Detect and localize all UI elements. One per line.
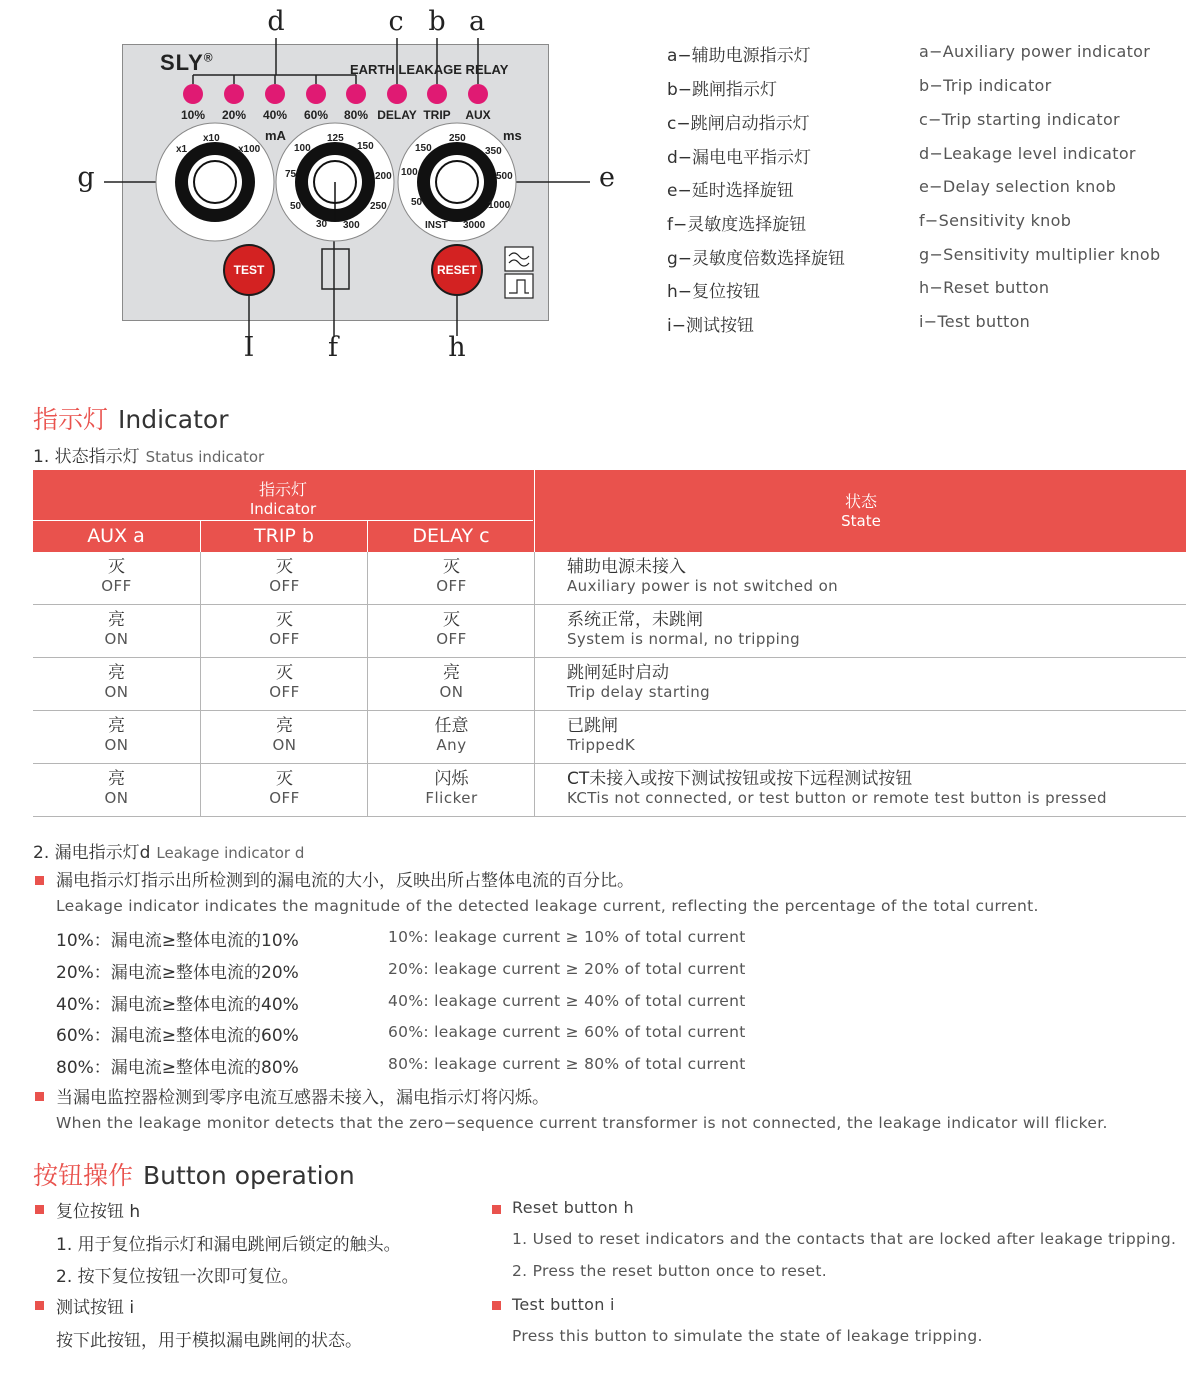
knob-f-scale-30: 30 xyxy=(316,219,328,230)
cell-trip-en: OFF xyxy=(269,683,300,701)
cell-delay-cn: 亮 xyxy=(443,663,460,683)
legend-cn-i: i−测试按钮 xyxy=(667,316,754,336)
header-state-cn: 状态 xyxy=(844,492,877,511)
led-80 xyxy=(346,84,366,104)
legend-cn-h: h−复位按钮 xyxy=(667,282,761,302)
header-col-aux: AUX a xyxy=(87,525,145,547)
device-diagram xyxy=(0,0,640,380)
led-label-10: 10% xyxy=(180,108,206,122)
legend-cn-g: g−灵敏度倍数选择旋钮 xyxy=(667,249,846,269)
level-cn: 20%：漏电流≥整体电流的20% xyxy=(56,963,299,983)
pointer-d: d xyxy=(267,6,285,37)
legend-cn-b: b−跳闸指示灯 xyxy=(667,80,778,100)
cell-state-cn: CT未接入或按下测试按钮或按下远程测试按钮 xyxy=(567,769,913,789)
led-label-aux: AUX xyxy=(465,108,491,122)
knob-e-scale-50: 50 xyxy=(411,197,423,208)
cell-trip-cn: 亮 xyxy=(276,716,293,736)
reset-button: RESET xyxy=(431,244,483,296)
cell-delay-cn: 灭 xyxy=(443,610,460,630)
cell-trip-cn: 灭 xyxy=(276,610,293,630)
button-title-cn: 按钮操作 xyxy=(33,1161,134,1190)
knob-f-scale-300: 300 xyxy=(343,220,360,231)
test-button: TEST xyxy=(223,244,275,296)
legend-en-c: c−Trip starting indicator xyxy=(919,110,1120,129)
cell-aux-en: ON xyxy=(104,789,129,807)
cell-aux-en: OFF xyxy=(101,577,132,595)
cell-trip-en: ON xyxy=(272,736,297,754)
level-cn: 10%：漏电流≥整体电流的10% xyxy=(56,931,299,951)
legend-cn-a: a−辅助电源指示灯 xyxy=(667,46,811,66)
bullet-icon xyxy=(492,1205,501,1214)
legend-en-b: b−Trip indicator xyxy=(919,76,1052,95)
header-indicator-cn: 指示灯 xyxy=(258,480,307,499)
knob-f-scale-75: 75 xyxy=(285,169,297,180)
cell-delay-cn: 任意 xyxy=(434,716,469,736)
cell-aux-en: ON xyxy=(104,683,129,701)
cell-aux-en: ON xyxy=(104,630,129,648)
knob-f-scale-200: 200 xyxy=(375,171,392,182)
led-label-40: 40% xyxy=(262,108,288,122)
leakage-subtitle-en: Leakage indicator d xyxy=(156,844,305,862)
led-label-20: 20% xyxy=(221,108,247,122)
knob-e-scale-100: 100 xyxy=(401,167,418,178)
bullet-icon xyxy=(492,1301,501,1310)
knob-e-scale-500: 500 xyxy=(496,171,513,182)
pointer-e: e xyxy=(599,162,615,193)
indicator-title-cn: 指示灯 xyxy=(33,405,109,434)
reset-line-cn: 2. 按下复位按钮一次即可复位。 xyxy=(56,1267,299,1287)
level-en: 60%: leakage current ≥ 60% of total current xyxy=(388,1023,746,1041)
led-40 xyxy=(265,84,285,104)
header-col-trip: TRIP b xyxy=(200,521,367,552)
header-state xyxy=(534,470,1187,552)
knob-f-scale-150: 150 xyxy=(357,141,374,152)
status-subtitle-en: Status indicator xyxy=(145,448,265,466)
reset-line-cn: 1. 用于复位指示灯和漏电跳闸后锁定的触头。 xyxy=(56,1235,401,1255)
cell-state-cn: 已跳闸 xyxy=(567,716,618,736)
leakage-subtitle xyxy=(33,838,304,863)
led-label-80: 80% xyxy=(343,108,369,122)
legend-cn-f: f−灵敏度选择旋钮 xyxy=(667,215,807,235)
cell-state-en: Auxiliary power is not switched on xyxy=(567,577,839,595)
cell-state-cn: 系统正常，未跳闸 xyxy=(567,610,703,630)
status-table xyxy=(33,470,1186,817)
cell-aux-cn: 灭 xyxy=(108,557,125,577)
flicker-desc-en: When the leakage monitor detects that the zero−sequence current transformer is not connected, the leakage indicator will flicker. xyxy=(56,1114,1108,1132)
reset-line-en: 2. Press the reset button once to reset. xyxy=(512,1262,827,1280)
cell-trip-en: OFF xyxy=(269,577,300,595)
header-state-en: State xyxy=(841,512,881,530)
cell-trip-en: OFF xyxy=(269,630,300,648)
led-20 xyxy=(224,84,244,104)
cell-state-en: KCTis not connected, or test button or remote test button is pressed xyxy=(567,789,1107,807)
led-10 xyxy=(183,84,203,104)
level-en: 20%: leakage current ≥ 20% of total current xyxy=(388,960,746,978)
legend-cn-d: d−漏电电平指示灯 xyxy=(667,148,812,168)
knob-g-scale-x1: x1 xyxy=(176,144,188,155)
knob-e-scale-150: 150 xyxy=(415,143,432,154)
button-title-en: Button operation xyxy=(143,1161,355,1190)
legend-en-g: g−Sensitivity multiplier knob xyxy=(919,245,1161,264)
legend-en-i: i−Test button xyxy=(919,312,1031,331)
pointer-g: g xyxy=(77,162,95,193)
header-indicator xyxy=(33,470,533,521)
cell-aux-cn: 亮 xyxy=(108,610,125,630)
knob-f-scale-100: 100 xyxy=(294,143,311,154)
led-label-delay: DELAY xyxy=(377,108,417,122)
cell-delay-cn: 灭 xyxy=(443,557,460,577)
pointer-f: f xyxy=(328,332,338,363)
reset-heading-cn: 复位按钮 h xyxy=(56,1202,141,1222)
table-row xyxy=(33,764,1186,817)
cell-aux-en: ON xyxy=(104,736,129,754)
level-cn: 80%：漏电流≥整体电流的80% xyxy=(56,1058,299,1078)
knob-e-scale-3000: 3000 xyxy=(463,220,486,231)
registered-mark: ® xyxy=(203,50,214,65)
cell-aux-cn: 亮 xyxy=(108,769,125,789)
knob-f-scale-250: 250 xyxy=(370,201,387,212)
status-subtitle xyxy=(33,442,264,467)
cell-trip-en: OFF xyxy=(269,789,300,807)
cell-aux-cn: 亮 xyxy=(108,716,125,736)
table-row xyxy=(33,658,1186,711)
legend-en-h: h−Reset button xyxy=(919,278,1050,297)
legend-cn-c: c−跳闸启动指示灯 xyxy=(667,114,810,134)
pointer-h: h xyxy=(448,332,466,363)
table-row xyxy=(33,711,1186,764)
table-header xyxy=(33,470,1186,552)
legend-en-d: d−Leakage level indicator xyxy=(919,144,1136,163)
cell-delay-en: ON xyxy=(439,683,464,701)
indicator-title-en: Indicator xyxy=(118,405,229,434)
led-label-trip: TRIP xyxy=(423,108,451,122)
pointer-i: I xyxy=(243,332,255,363)
cell-trip-cn: 灭 xyxy=(276,769,293,789)
knob-g-scale-x10: x10 xyxy=(203,133,220,144)
legend-en-e: e−Delay selection knob xyxy=(919,177,1117,196)
level-en: 40%: leakage current ≥ 40% of total current xyxy=(388,992,746,1010)
leakage-subtitle-cn: 2. 漏电指示灯d xyxy=(33,843,151,863)
flicker-desc-cn: 当漏电监控器检测到零序电流互感器未接入，漏电指示灯将闪烁。 xyxy=(56,1088,549,1108)
leakage-desc-cn: 漏电指示灯指示出所检测到的漏电流的大小，反映出所占整体电流的百分比。 xyxy=(56,871,634,891)
level-cn: 60%：漏电流≥整体电流的60% xyxy=(56,1026,299,1046)
knob-e-scale-350: 350 xyxy=(485,146,502,157)
cell-state-en: TrippedK xyxy=(567,736,636,754)
level-cn: 40%：漏电流≥整体电流的40% xyxy=(56,995,299,1015)
cell-delay-en: Flicker xyxy=(425,789,478,807)
status-subtitle-cn: 1. 状态指示灯 xyxy=(33,447,140,467)
legend-cn-e: e−延时选择旋钮 xyxy=(667,181,794,201)
button-section-title xyxy=(33,1156,355,1192)
led-60 xyxy=(306,84,326,104)
bullet-icon xyxy=(35,876,44,885)
header-indicator-en: Indicator xyxy=(249,500,317,518)
led-aux xyxy=(468,84,488,104)
cell-aux-cn: 亮 xyxy=(108,663,125,683)
pointer-a: a xyxy=(468,6,486,37)
header-col-delay: DELAY c xyxy=(367,521,534,552)
reset-line-en: 1. Used to reset indicators and the contacts that are locked after leakage tripping. xyxy=(512,1230,1177,1248)
cell-state-en: Trip delay starting xyxy=(567,683,711,701)
knob-f-scale-50: 50 xyxy=(290,201,302,212)
cell-state-en: System is normal, no tripping xyxy=(567,630,801,648)
legend-en-f: f−Sensitivity knob xyxy=(919,211,1072,230)
bullet-icon xyxy=(35,1301,44,1310)
knob-e-scale-inst: INST xyxy=(425,220,448,231)
test-line-en: Press this button to simulate the state of leakage tripping. xyxy=(512,1327,983,1345)
cell-delay-en: Any xyxy=(436,736,467,754)
cell-state-cn: 辅助电源未接入 xyxy=(567,557,686,577)
knob-e-scale-1000: 1000 xyxy=(488,200,511,211)
diagram-linework xyxy=(0,0,640,380)
cell-delay-cn: 闪烁 xyxy=(434,769,469,789)
relay-title: EARTH LEAKAGE RELAY xyxy=(350,62,509,77)
cell-state-cn: 跳闸延时启动 xyxy=(567,663,669,683)
bullet-icon xyxy=(35,1205,44,1214)
cell-trip-cn: 灭 xyxy=(276,663,293,683)
cell-trip-cn: 灭 xyxy=(276,557,293,577)
level-en: 80%: leakage current ≥ 80% of total current xyxy=(388,1055,746,1073)
reset-heading-en: Reset button h xyxy=(512,1198,634,1217)
pointer-b: b xyxy=(428,6,446,37)
bullet-icon xyxy=(35,1092,44,1101)
knob-e-unit: ms xyxy=(503,128,522,143)
led-delay xyxy=(387,84,407,104)
knob-g-scale-x100: x100 xyxy=(238,144,261,155)
test-heading-en: Test button i xyxy=(512,1295,615,1314)
leakage-desc-en: Leakage indicator indicates the magnitude of the detected leakage current, reflecting the percentage of the total current. xyxy=(56,897,1039,915)
led-trip xyxy=(427,84,447,104)
table-row xyxy=(33,605,1186,658)
indicator-section-title xyxy=(33,400,229,436)
legend-en-a: a−Auxiliary power indicator xyxy=(919,42,1151,61)
led-label-60: 60% xyxy=(303,108,329,122)
knob-f-scale-125: 125 xyxy=(327,133,344,144)
knob-e-scale-250: 250 xyxy=(449,133,466,144)
test-line-cn: 按下此按钮，用于模拟漏电跳闸的状态。 xyxy=(56,1331,362,1351)
pointer-c: c xyxy=(388,6,404,37)
cell-delay-en: OFF xyxy=(436,577,467,595)
test-heading-cn: 测试按钮 i xyxy=(56,1298,135,1318)
knob-f-unit: mA xyxy=(265,128,286,143)
brand-name: SLY xyxy=(160,50,204,75)
table-row xyxy=(33,552,1186,605)
cell-delay-en: OFF xyxy=(436,630,467,648)
level-en: 10%: leakage current ≥ 10% of total current xyxy=(388,928,746,946)
